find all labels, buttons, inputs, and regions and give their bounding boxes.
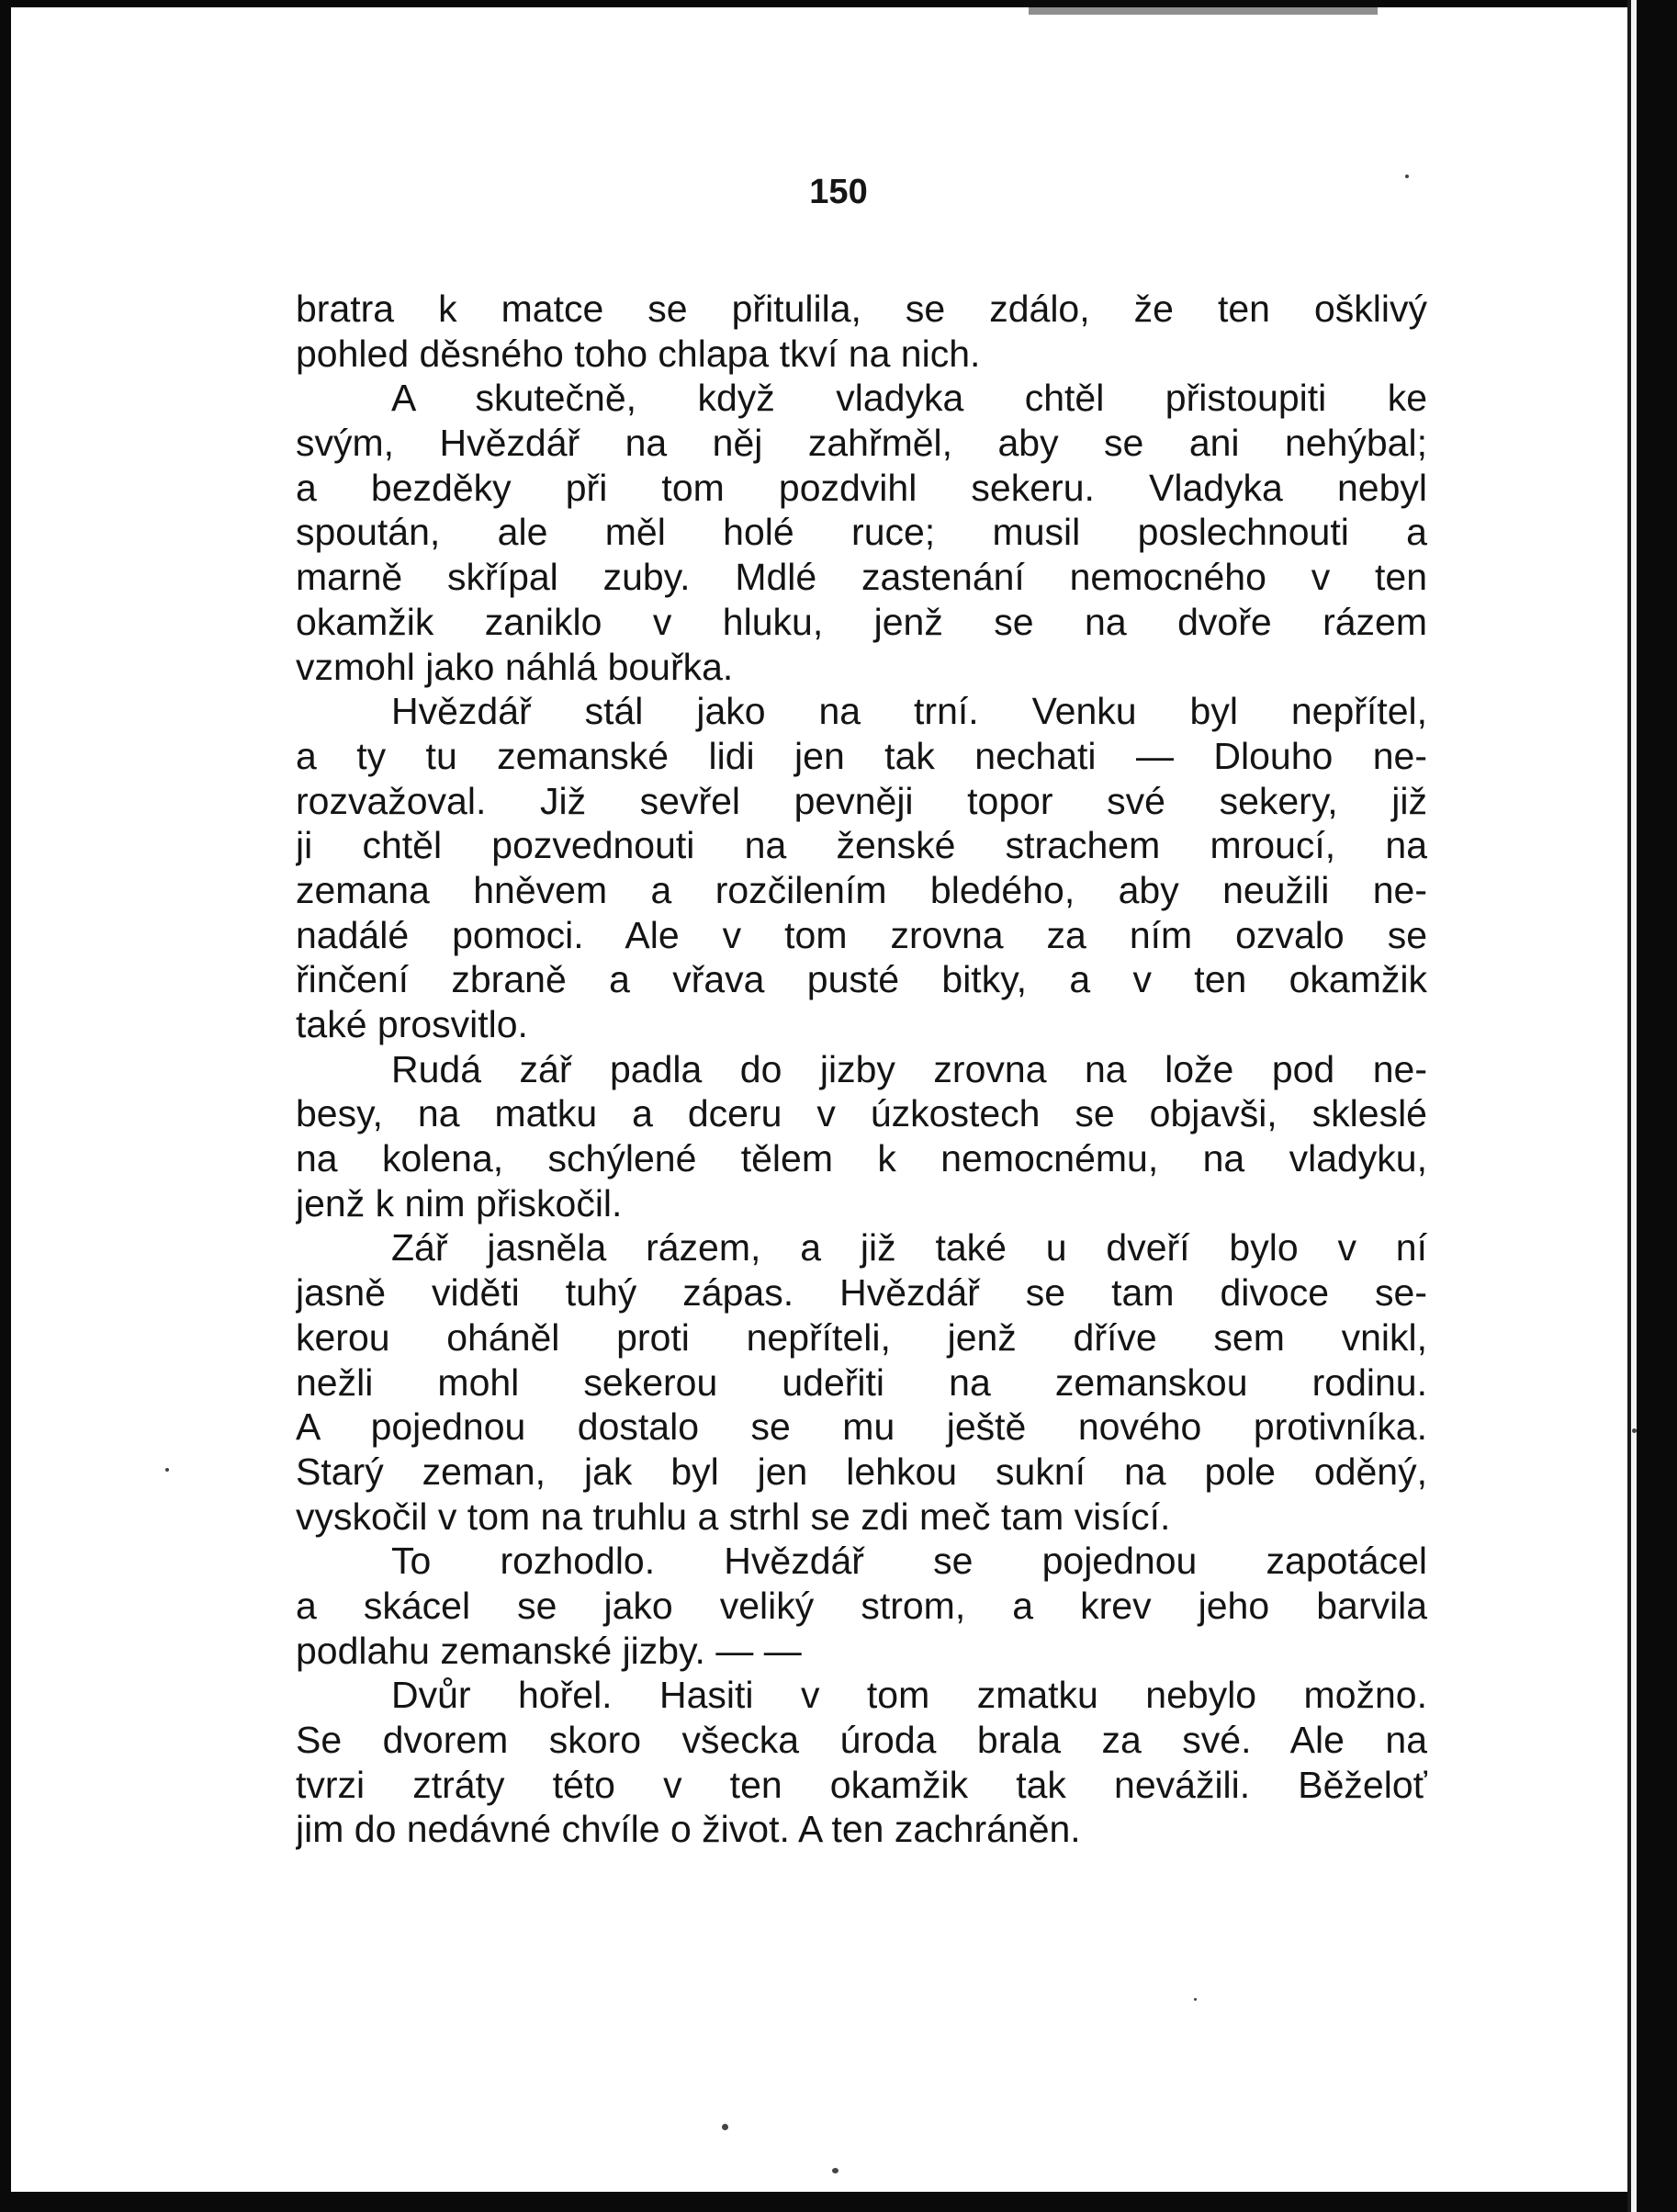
text-line: Zář jasněla rázem, a již také u dveří bylo v ní xyxy=(391,1226,1427,1270)
text-line: bratra k matce se přitulila, se zdálo, že ten ošklivý xyxy=(296,288,1427,330)
text-line: řinčení zbraně a vřava pusté bitky, a v ten okamžik xyxy=(296,958,1427,1001)
text-line: okamžik zaniklo v hluku, jenž se na dvoře rázem xyxy=(296,600,1427,643)
text-line: a bezděky při tom pozdvihl sekeru. Vladyka nebyl xyxy=(296,466,1427,509)
scan-speck xyxy=(832,2168,838,2173)
text-line: spoután, ale měl holé ruce; musil poslechnouti a xyxy=(296,511,1427,554)
text-line: marně skřípal zuby. Mdlé zastenání nemocného v ten xyxy=(296,556,1427,599)
body-text xyxy=(296,287,1427,1852)
text-line: jim do nedávné chvíle o život. A ten zachráněn. xyxy=(296,1808,1081,1851)
text-line: A pojednou dostalo se mu ještě nového protivníka. xyxy=(296,1405,1427,1449)
text-line: Rudá zář padla do jizby zrovna na lože pod ne- xyxy=(391,1047,1427,1090)
text-line: jenž k nim přiskočil. xyxy=(296,1181,623,1224)
scan-border-top xyxy=(0,0,1677,7)
text-line: Starý zeman, jak byl jen lehkou sukní na pole oděný, xyxy=(296,1450,1427,1493)
text-line: a skácel se jako veliký strom, a krev jeho barvila xyxy=(296,1584,1427,1627)
scan-smudge xyxy=(1029,7,1378,15)
scan-border-left xyxy=(0,0,11,2212)
text-line: tvrzi ztráty této v ten okamžik tak nevážili. Běželoť xyxy=(296,1763,1427,1806)
text-line: kerou oháněl proti nepříteli, jenž dříve sem vnikl, xyxy=(296,1315,1427,1359)
text-line: vzmohl jako náhlá bouřka. xyxy=(296,645,734,688)
scan-speck xyxy=(722,2124,728,2130)
page-number: 150 xyxy=(809,173,868,211)
text-line: rozvažoval. Již sevřel pevněji topor své sekery, již xyxy=(296,779,1427,822)
scan-border-right-line xyxy=(1627,0,1631,2212)
text-line: Hvězdář stál jako na trní. Venku byl nepřítel, xyxy=(391,690,1427,733)
text-line: To rozhodlo. Hvězdář se pojednou zapotácel xyxy=(391,1540,1427,1583)
text-line: také prosvitlo. xyxy=(296,1003,528,1045)
scan-border-right xyxy=(1637,0,1677,2212)
text-line: pohled děsného toho chlapa tkví na nich. xyxy=(296,332,981,375)
text-line: nežli mohl sekerou udeřiti na zemanskou rodinu. xyxy=(296,1360,1427,1404)
text-line: a ty tu zemanské lidi jen tak nechati — Dlouho ne- xyxy=(296,734,1427,777)
text-line: nadálé pomoci. Ale v tom zrovna za ním ozvalo se xyxy=(296,913,1427,956)
scan-speck xyxy=(165,1468,169,1472)
text-line: podlahu zemanské jizby. — — xyxy=(296,1629,802,1672)
text-line: jasně viděti tuhý zápas. Hvězdář se tam divoce se- xyxy=(296,1271,1427,1315)
text-line: na kolena, schýlené tělem k nemocnému, na vladyku, xyxy=(296,1137,1427,1180)
text-line: vyskočil v tom na truhlu a strhl se zdi meč tam visící. xyxy=(296,1495,1171,1538)
text-line: ji chtěl pozvednouti na ženské strachem mroucí, na xyxy=(296,824,1427,867)
text-line: Se dvorem skoro všecka úroda brala za své. Ale na xyxy=(296,1719,1427,1761)
scan-speck xyxy=(1194,1998,1197,2001)
scan-border-right-gap xyxy=(1631,0,1637,2212)
text-line: svým, Hvězdář na něj zahřměl, aby se ani nehýbal; xyxy=(296,422,1427,465)
text-line: Dvůr hořel. Hasiti v tom zmatku nebylo možno. xyxy=(391,1674,1427,1717)
text-line: besy, na matku a dceru v úzkostech se objavši, skleslé xyxy=(296,1092,1427,1135)
scan-speck xyxy=(1632,1428,1637,1433)
text-line: zemana hněvem a rozčilením bledého, aby neužili ne- xyxy=(296,868,1427,911)
text-line: A skutečně, když vladyka chtěl přistoupiti ke xyxy=(391,377,1427,420)
scan-border-bottom xyxy=(0,2192,1677,2212)
